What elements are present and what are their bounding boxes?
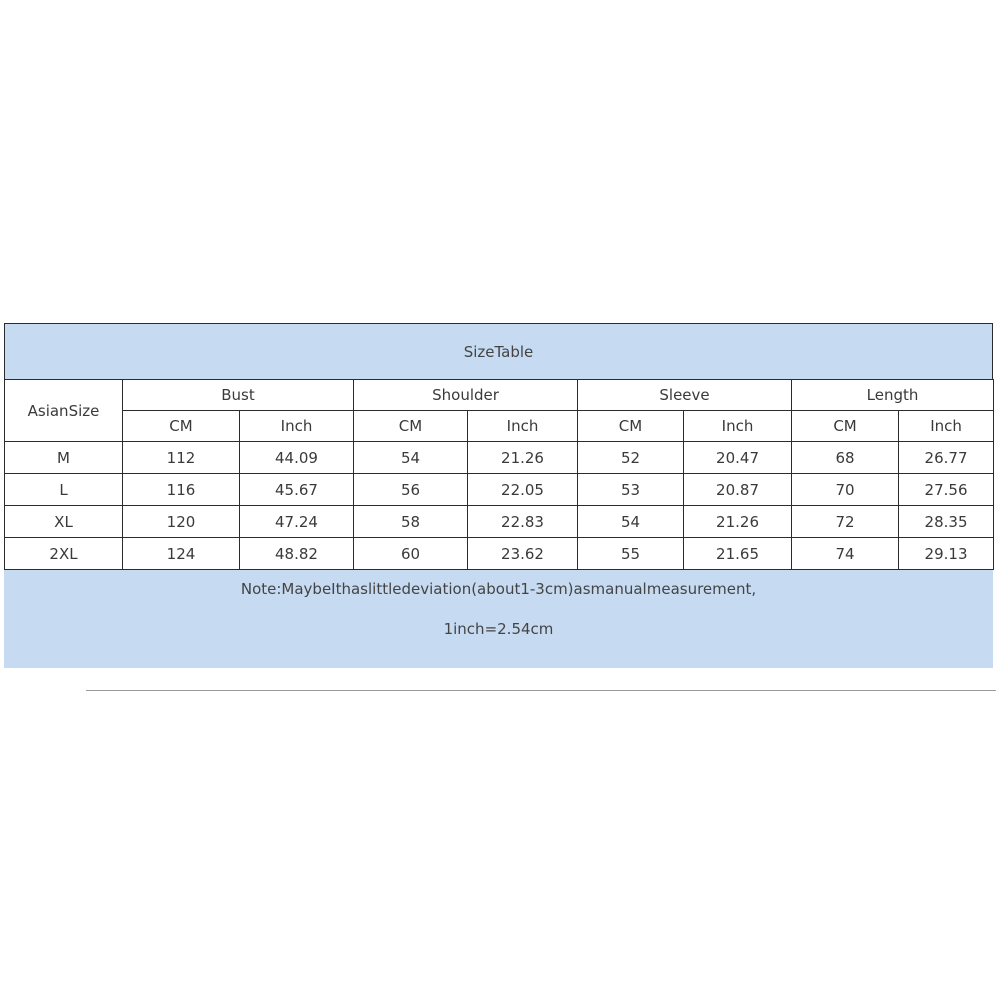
table-cell: 20.47 <box>684 442 792 474</box>
table-cell: 72 <box>792 506 899 538</box>
conversion-note: 1inch=2.54cm <box>443 620 554 638</box>
table-cell: 68 <box>792 442 899 474</box>
table-cell: 29.13 <box>899 538 994 570</box>
table-cell: 20.87 <box>684 474 792 506</box>
group-header-row <box>5 380 994 411</box>
size-table-card <box>4 323 993 668</box>
table-cell: 47.24 <box>240 506 354 538</box>
table-cell: 120 <box>123 506 240 538</box>
table-cell: 21.65 <box>684 538 792 570</box>
note-band <box>4 570 993 668</box>
divider-line <box>86 690 996 691</box>
table-cell: 53 <box>578 474 684 506</box>
table-cell: 70 <box>792 474 899 506</box>
size-table-title: SizeTable <box>4 323 993 379</box>
asian-size-header: AsianSize <box>5 380 123 442</box>
table-cell: 116 <box>123 474 240 506</box>
table-cell: 45.67 <box>240 474 354 506</box>
table-cell: 54 <box>578 506 684 538</box>
table-cell: 54 <box>354 442 468 474</box>
table-cell: 112 <box>123 442 240 474</box>
unit-header: CM <box>578 411 684 442</box>
unit-header: Inch <box>468 411 578 442</box>
table-cell: 23.62 <box>468 538 578 570</box>
unit-header: CM <box>354 411 468 442</box>
length-header: Length <box>792 380 994 411</box>
table-cell: 27.56 <box>899 474 994 506</box>
table-row <box>5 442 994 474</box>
size-table <box>4 379 994 570</box>
size-label: XL <box>5 506 123 538</box>
unit-header: CM <box>792 411 899 442</box>
unit-header: Inch <box>240 411 354 442</box>
table-cell: 28.35 <box>899 506 994 538</box>
shoulder-header: Shoulder <box>354 380 578 411</box>
unit-header: Inch <box>684 411 792 442</box>
table-row <box>5 474 994 506</box>
table-cell: 60 <box>354 538 468 570</box>
table-cell: 22.83 <box>468 506 578 538</box>
size-label: 2XL <box>5 538 123 570</box>
table-cell: 52 <box>578 442 684 474</box>
table-cell: 56 <box>354 474 468 506</box>
unit-header-row <box>5 411 994 442</box>
table-cell: 21.26 <box>468 442 578 474</box>
table-cell: 74 <box>792 538 899 570</box>
size-label: M <box>5 442 123 474</box>
table-cell: 124 <box>123 538 240 570</box>
note-text: Note:MaybeIthaslittledeviation(about1-3cm)asmanualmeasurement, <box>240 580 757 598</box>
bust-header: Bust <box>123 380 354 411</box>
table-cell: 55 <box>578 538 684 570</box>
unit-header: Inch <box>899 411 994 442</box>
table-cell: 44.09 <box>240 442 354 474</box>
unit-header: CM <box>123 411 240 442</box>
size-label: L <box>5 474 123 506</box>
table-row <box>5 506 994 538</box>
sleeve-header: Sleeve <box>578 380 792 411</box>
table-cell: 26.77 <box>899 442 994 474</box>
table-cell: 22.05 <box>468 474 578 506</box>
table-cell: 58 <box>354 506 468 538</box>
table-cell: 48.82 <box>240 538 354 570</box>
table-row <box>5 538 994 570</box>
table-cell: 21.26 <box>684 506 792 538</box>
